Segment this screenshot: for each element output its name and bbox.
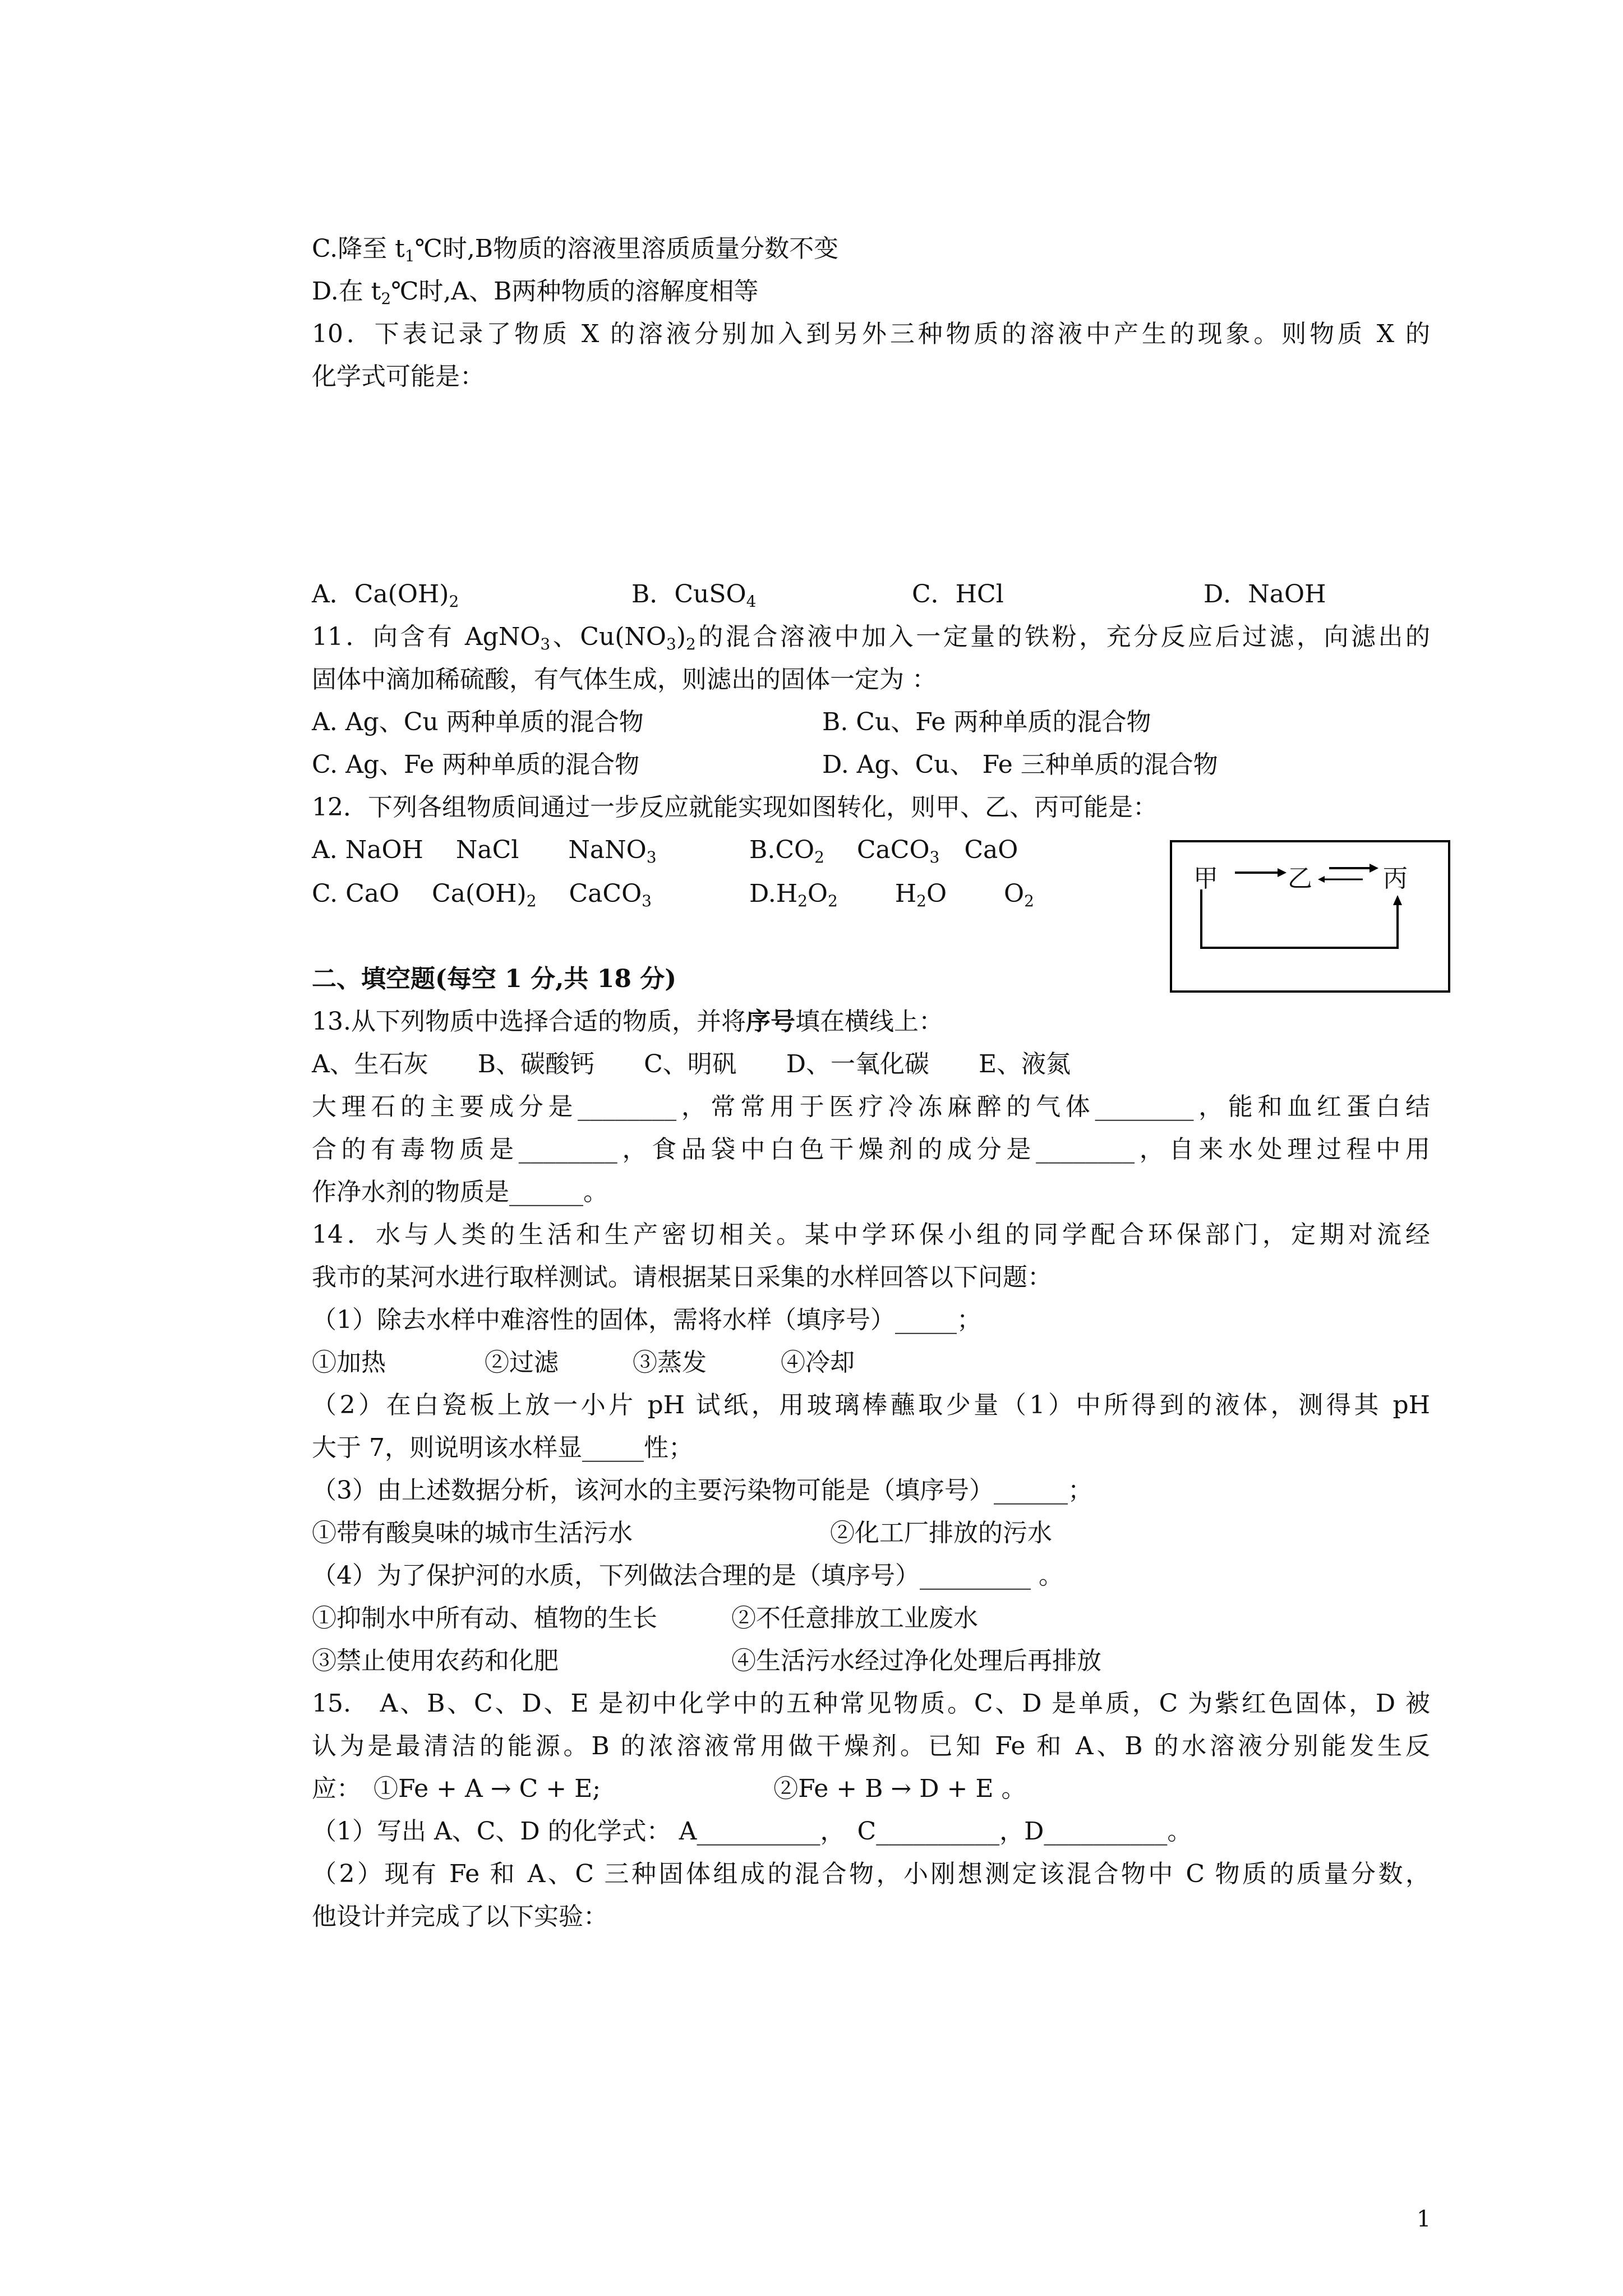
question-15-part-1: （1）写出 A、C、D 的化学式： A__________， C__________，D__________。 <box>312 1817 1192 1846</box>
q11-option-d: D. Ag、Cu、 Fe 三种单质的混合物 <box>822 750 1218 779</box>
question-14-part-4-options-2: ③禁止使用农药和化肥 ④生活污水经过净化处理后再排放 <box>312 1647 1101 1675</box>
question-14-part-3-options: ①带有酸臭味的城市生活污水 ②化工厂排放的污水 <box>312 1519 1052 1547</box>
diagram-node-yi: 乙 <box>1288 864 1312 893</box>
question-15-part-2-line-1: （2）现有 Fe 和 A、C 三种固体组成的混合物，小刚想测定该混合物中 C 物质的质量分数， <box>312 1860 1430 1888</box>
q10-option-d: D．NaOH <box>1204 580 1326 608</box>
question-15-line-1: 15. A、B、C、D、E 是初中化学中的五种常见物质。C、D 是单质，C 为紫红色固体，D 被 <box>312 1689 1430 1718</box>
question-15-line-2: 认为是最清洁的能源。B 的浓溶液常用做干燥剂。已知 Fe 和 A、B 的水溶液分别能发生反 <box>312 1732 1430 1760</box>
question-13-line-1: 13.从下列物质中选择合适的物质，并将序号填在横线上： <box>312 1007 943 1036</box>
question-14-part-4: （4）为了保护河的水质，下列做法合理的是（填序号）_________ 。 <box>312 1561 1063 1590</box>
question-14-part-1-options: ①加热 ②过滤 ③蒸发 ④冷却 <box>312 1348 855 1377</box>
question-15-part-2-line-2: 他设计并完成了以下实验： <box>312 1902 608 1931</box>
question-11-line-1: 11．向含有 AgNO$_3$、$Cu(NO_3)_2$的混合溶液中加入一定量的铁粉，充分反应后过滤，向滤出的 <box>312 623 1430 653</box>
q12-option-b: $B.CO_2$ CaCO$_3$ CaO <box>749 836 1018 866</box>
section-2-heading: 二、填空题(每空 1 分,共 18 分) <box>312 965 677 993</box>
q12-option-c: C. CaO $Ca(OH)_2$ CaCO$_3$ <box>312 879 652 910</box>
q11-option-a: A. Ag、Cu 两种单质的混合物 <box>312 708 644 736</box>
question-9-option-d: D.在 $t_2℃$时,A、B两种物质的溶解度相等 <box>312 277 759 308</box>
question-14-part-4-options-1: ①抑制水中所有动、植物的生长 ②不任意排放工业废水 <box>312 1604 978 1633</box>
question-10-line-1: 10．下表记录了物质 X 的溶液分别加入到另外三种物质的溶液中产生的现象。则物质 X 的 <box>312 320 1430 348</box>
q10-option-b: B．CuSO$_4$ <box>631 580 757 611</box>
diagram-node-jia: 甲 <box>1193 864 1218 893</box>
question-11-line-2: 固体中滴加稀硫酸，有气体生成，则滤出的固体一定为 ： <box>312 665 937 694</box>
question-14-line-1: 14．水与人类的生活和生产密切相关。某中学环保小组的同学配合环保部门，定期对流经 <box>312 1220 1430 1249</box>
q12-option-a: A. NaOH NaCl NaNO$_3$ <box>312 836 657 866</box>
question-10-line-2: 化学式可能是： <box>312 362 485 391</box>
question-13-line-2: 大理石的主要成分是________，常常用于医疗冷冻麻醉的气体________，能和血红蛋白结 <box>312 1092 1430 1121</box>
question-12-line-1: 12．下列各组物质间通过一步反应就能实现如图转化，则甲、乙、丙可能是： <box>312 793 1158 822</box>
question-15-line-3: 应： ①Fe + A → C + E; ②Fe + B → D + E 。 <box>312 1774 1026 1803</box>
question-14-line-2: 我市的某河水进行取样测试。请根据某日采集的水样回答以下问题： <box>312 1263 1052 1292</box>
question-9-option-c: C.降至 $t_1℃$时,B物质的溶液里溶质质量分数不变 <box>312 234 839 265</box>
question-14-part-1: （1）除去水样中难溶性的固体，需将水样（填序号）_____； <box>312 1306 981 1334</box>
q10-option-c: C．HCl <box>912 580 1004 608</box>
q10-option-a: A．$Ca(OH)_2$ <box>312 580 459 611</box>
question-13-line-3: 合的有毒物质是________，食品袋中白色干燥剂的成分是________，自来水处理过程中用 <box>312 1135 1430 1164</box>
question-13-line-4: 作净水剂的物质是______。 <box>312 1178 608 1206</box>
question-14-part-2-line-2: 大于 7，则说明该水样显_____性； <box>312 1433 693 1462</box>
q11-option-c: C. Ag、Fe 两种单质的混合物 <box>312 750 640 779</box>
question-14-part-3: （3）由上述数据分析，该河水的主要污染物可能是（填序号）______； <box>312 1476 1092 1505</box>
question-14-part-2-line-1: （2）在白瓷板上放一小片 pH 试纸，用玻璃棒蘸取少量（1）中所得到的液体，测得其 pH <box>312 1391 1430 1419</box>
q11-option-b: B. Cu、Fe 两种单质的混合物 <box>822 708 1151 736</box>
q12-option-d: $D.H_2O_2$ $H_2O$ $O_2$ <box>749 879 1034 910</box>
question-13-options: A、生石灰 B、碳酸钙 C、明矾 D、一氧化碳 E、液氮 <box>312 1050 1071 1078</box>
conversion-diagram <box>1170 840 1450 993</box>
diagram-node-bing: 丙 <box>1383 864 1408 893</box>
page-number: 1 <box>1417 2206 1431 2232</box>
